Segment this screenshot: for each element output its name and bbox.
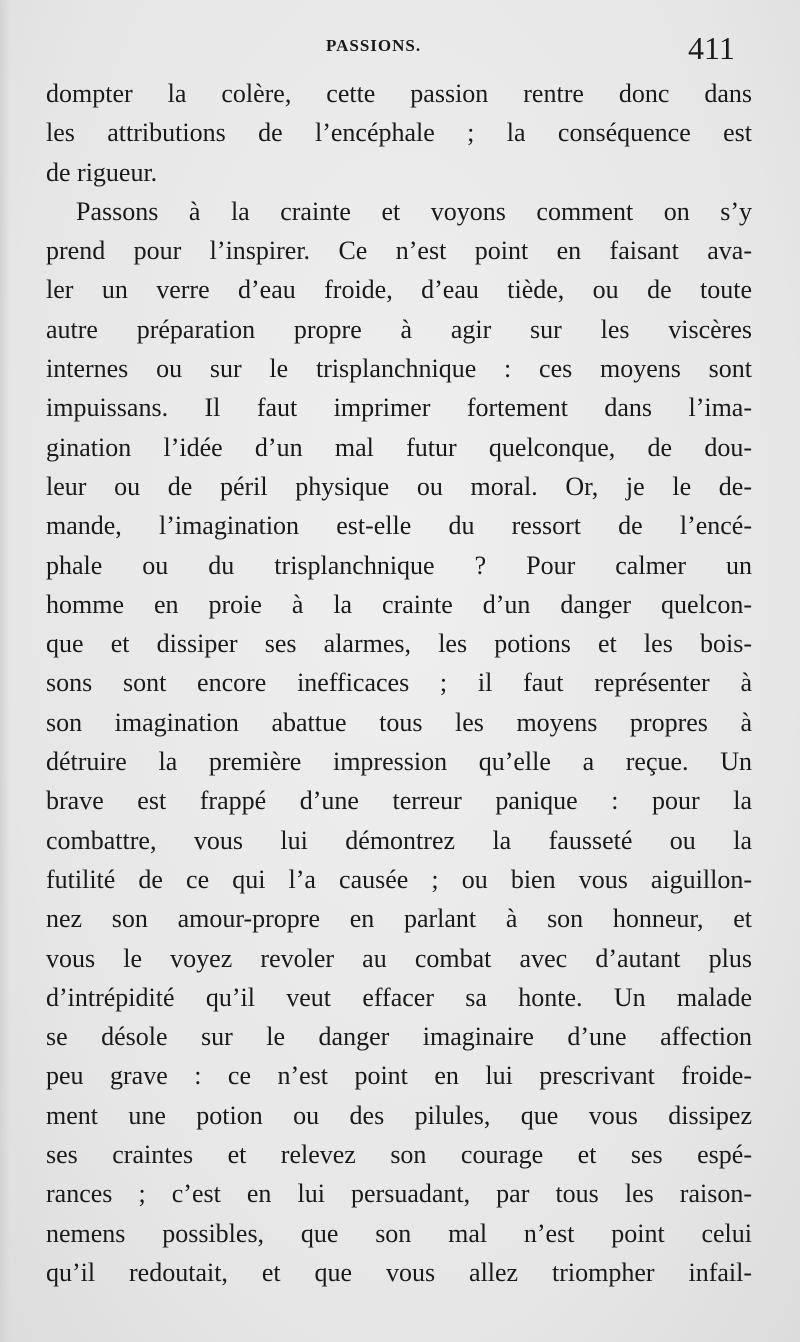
text-line: internes ou sur le trisplanchnique : ces moyens sont bbox=[46, 354, 752, 384]
text-line: homme en proie à la crainte d’un danger quelcon- bbox=[46, 589, 752, 619]
text-line: ler un verre d’eau froide, d’eau tiède, ou de toute bbox=[46, 275, 752, 305]
text-line: de rigueur. bbox=[46, 157, 158, 187]
text-line: rances ; c’est en lui persuadant, par tous les raison- bbox=[46, 1179, 752, 1209]
text-line: que et dissiper ses alarmes, les potions et les bois- bbox=[46, 629, 752, 659]
text-line: autre préparation propre à agir sur les viscères bbox=[46, 314, 752, 344]
text-line: gination l’idée d’un mal futur quelconque, de dou- bbox=[46, 432, 752, 462]
text-line: les attributions de l’encéphale ; la conséquence est bbox=[46, 118, 752, 148]
text-line: sons sont encore inefficaces ; il faut représenter à bbox=[46, 668, 752, 698]
text-line: qu’il redoutait, et que vous allez triompher infail- bbox=[46, 1257, 752, 1287]
text-line: combattre, vous lui démontrez la fausseté ou la bbox=[46, 825, 752, 855]
text-line: détruire la première impression qu’elle a reçue. Un bbox=[46, 747, 752, 777]
page-number: 411 bbox=[688, 30, 735, 66]
text-line: peu grave : ce n’est point en lui prescrivant froide- bbox=[46, 1061, 752, 1091]
text-line: impuissans. Il faut imprimer fortement dans l’ima- bbox=[46, 393, 752, 423]
text-line: vous le voyez revoler au combat avec d’autant plus bbox=[46, 943, 752, 973]
text-line: nemens possibles, que son mal n’est point celui bbox=[46, 1218, 752, 1248]
text-line: dompter la colère, cette passion rentre donc dans bbox=[46, 79, 752, 108]
text-line: phale ou du trisplanchnique ? Pour calmer un bbox=[46, 550, 752, 580]
text-line: prend pour l’inspirer. Ce n’est point en faisant ava- bbox=[46, 236, 752, 266]
text-line: leur ou de péril physique ou moral. Or, je le de- bbox=[46, 471, 752, 501]
text-line: mande, l’imagination est-elle du ressort de l’encé- bbox=[46, 511, 752, 541]
body-text bbox=[46, 74, 752, 1292]
page-edge-shadow bbox=[0, 0, 10, 1342]
text-line: d’intrépidité qu’il veut effacer sa honte. Un malade bbox=[46, 982, 752, 1012]
paragraph-first-line: Passons à la crainte et voyons comment on s’y bbox=[76, 196, 752, 226]
text-line: son imagination abattue tous les moyens propres à bbox=[46, 707, 752, 737]
text-line: ses craintes et relevez son courage et ses espé- bbox=[46, 1140, 752, 1170]
text-line: nez son amour-propre en parlant à son honneur, et bbox=[46, 904, 752, 934]
text-line: se désole sur le danger imaginaire d’une affection bbox=[46, 1022, 752, 1052]
text-line: ment une potion ou des pilules, que vous dissipez bbox=[46, 1100, 752, 1130]
running-head: PASSIONS. bbox=[326, 36, 422, 55]
text-line: brave est frappé d’une terreur panique : pour la bbox=[46, 786, 752, 816]
text-line: futilité de ce qui l’a causée ; ou bien vous aiguillon- bbox=[46, 864, 752, 894]
page-header bbox=[0, 30, 800, 66]
